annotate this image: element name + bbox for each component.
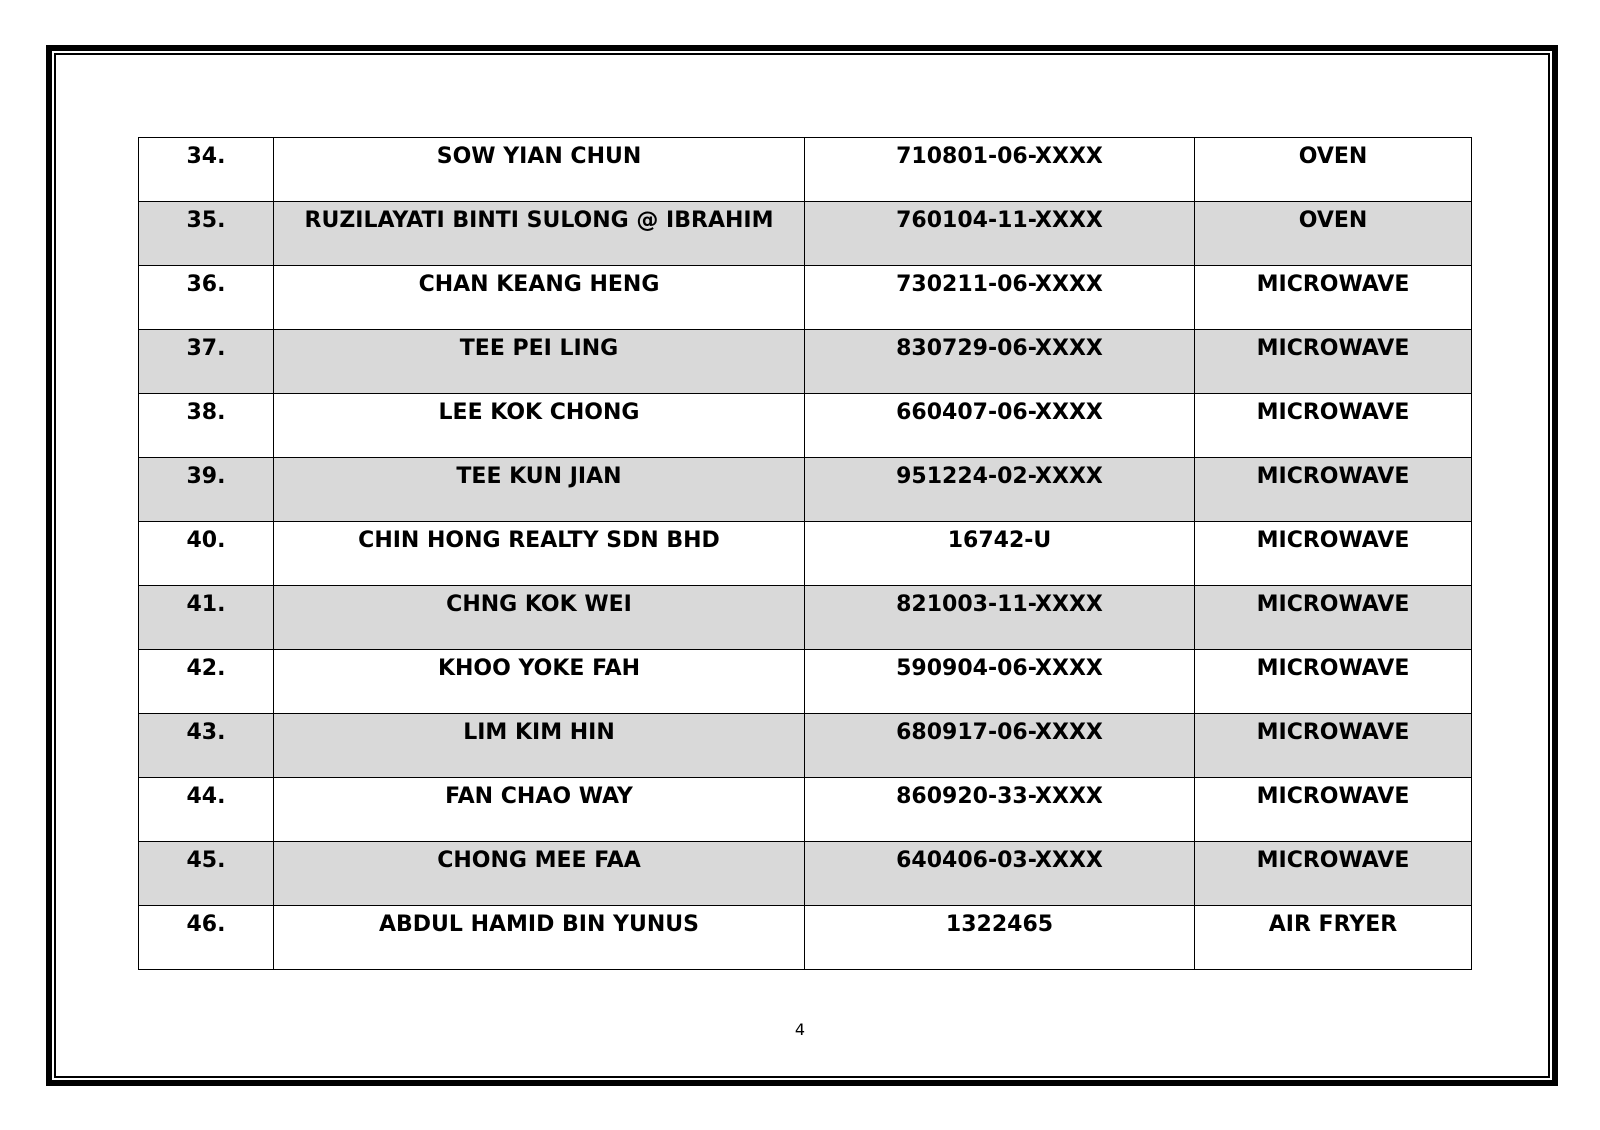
row-number: 42. [139,650,274,714]
table-row [139,394,1472,458]
row-number: 36. [139,266,274,330]
row-id: 951224-02-XXXX [805,458,1195,522]
row-name: LEE KOK CHONG [274,394,805,458]
row-item: MICROWAVE [1195,842,1472,906]
row-id: 660407-06-XXXX [805,394,1195,458]
row-number: 41. [139,586,274,650]
row-id: 590904-06-XXXX [805,650,1195,714]
row-item: MICROWAVE [1195,778,1472,842]
row-id: 760104-11-XXXX [805,202,1195,266]
row-number: 46. [139,906,274,970]
row-item: MICROWAVE [1195,586,1472,650]
row-item: MICROWAVE [1195,522,1472,586]
row-item: MICROWAVE [1195,714,1472,778]
table-row [139,202,1472,266]
table-row [139,714,1472,778]
row-name: CHNG KOK WEI [274,586,805,650]
row-number: 40. [139,522,274,586]
row-id: 730211-06-XXXX [805,266,1195,330]
row-item: MICROWAVE [1195,266,1472,330]
winners-table [138,137,1472,970]
row-id: 16742-U [805,522,1195,586]
row-name: TEE KUN JIAN [274,458,805,522]
table-row [139,138,1472,202]
row-name: FAN CHAO WAY [274,778,805,842]
table-row [139,522,1472,586]
row-item: MICROWAVE [1195,458,1472,522]
row-item: MICROWAVE [1195,330,1472,394]
row-number: 39. [139,458,274,522]
row-id: 860920-33-XXXX [805,778,1195,842]
row-number: 34. [139,138,274,202]
row-id: 1322465 [805,906,1195,970]
row-name: TEE PEI LING [274,330,805,394]
row-number: 43. [139,714,274,778]
table-row [139,906,1472,970]
row-number: 35. [139,202,274,266]
row-id: 830729-06-XXXX [805,330,1195,394]
table-row [139,458,1472,522]
row-item: AIR FRYER [1195,906,1472,970]
row-item: OVEN [1195,138,1472,202]
table-body [139,138,1472,970]
row-name: KHOO YOKE FAH [274,650,805,714]
row-number: 37. [139,330,274,394]
row-name: LIM KIM HIN [274,714,805,778]
row-item: MICROWAVE [1195,394,1472,458]
row-name: ABDUL HAMID BIN YUNUS [274,906,805,970]
table-row [139,266,1472,330]
table-row [139,842,1472,906]
row-name: CHAN KEANG HENG [274,266,805,330]
row-number: 38. [139,394,274,458]
row-name: CHONG MEE FAA [274,842,805,906]
page-number: 4 [794,1020,806,1039]
table-row [139,586,1472,650]
table-row [139,778,1472,842]
row-name: CHIN HONG REALTY SDN BHD [274,522,805,586]
row-item: OVEN [1195,202,1472,266]
row-id: 821003-11-XXXX [805,586,1195,650]
row-number: 44. [139,778,274,842]
table-row [139,330,1472,394]
row-name: RUZILAYATI BINTI SULONG @ IBRAHIM [274,202,805,266]
row-id: 680917-06-XXXX [805,714,1195,778]
row-name: SOW YIAN CHUN [274,138,805,202]
table-row [139,650,1472,714]
row-id: 640406-03-XXXX [805,842,1195,906]
row-number: 45. [139,842,274,906]
row-id: 710801-06-XXXX [805,138,1195,202]
row-item: MICROWAVE [1195,650,1472,714]
